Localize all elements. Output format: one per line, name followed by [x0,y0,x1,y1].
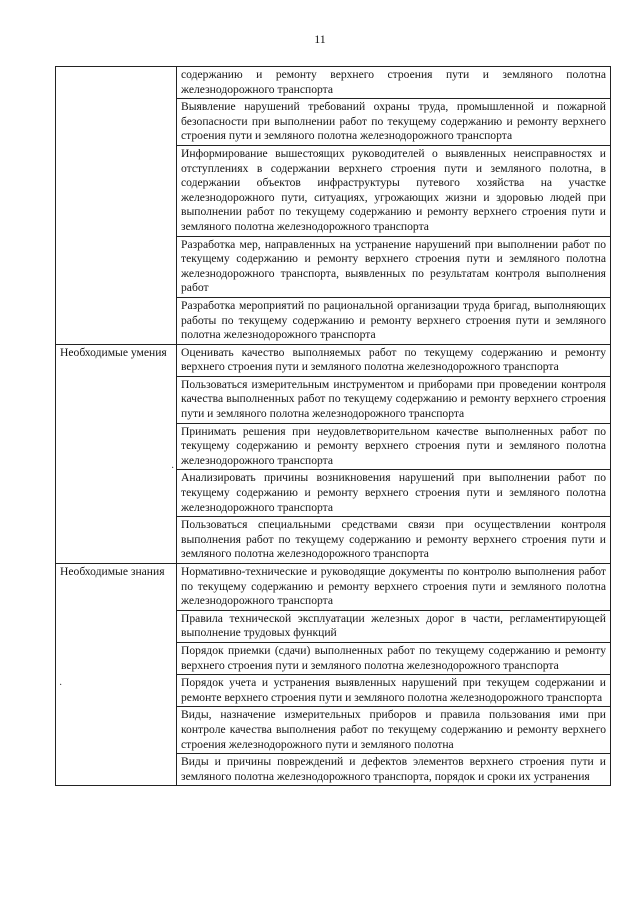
table-cell: Нормативно-технические и руководящие документы по контролю выполнения работ по текущему содержанию и ремонту верхнего строения пути и земляного полотна железнодорожного транспорта [177,564,611,611]
table-row [56,564,611,611]
section-label-cell [56,67,177,345]
table-cell: Виды, назначение измерительных приборов и правила пользования ими при контроле качества выполнения работ по текущему содержанию и ремонту верхнего строения железнодорожного пути и земляного полотна [177,707,611,754]
table-cell: Пользоваться специальными средствами связи при осуществлении контроля выполнения работ по текущему содержанию и ремонту верхнего строения пути и земляного полотна железнодорожного транспорта [177,517,611,564]
table-cell: Принимать решения при неудовлетворительном качестве выполненных работ по текущему содержанию и ремонту верхнего строения пути и земляного полотна железнодорожного транспорта [177,423,611,470]
table-cell: Выявление нарушений требований охраны труда, промышленной и пожарной безопасности при выполнении работ по текущему содержанию и ремонту верхнего строения пути и земляного полотна железнодорожного транспорта [177,99,611,146]
section-label-skills: Необходимые умения [60,345,167,359]
section-label-knowledge: Необходимые знания [60,565,165,578]
table-cell: Разработка мероприятий по рациональной организации труда бригад, выполняющих работы по текущему содержанию и ремонту верхнего строения пути и земляного полотна железнодорожного транспорта [177,297,611,344]
competency-table [55,66,611,786]
page-number: 11 [314,32,326,46]
table-row [56,344,611,376]
table-cell: Виды и причины повреждений и дефектов элементов верхнего строения пути и земляного полотна железнодорожного транспорта, порядок и сроки их устранения [177,754,611,786]
table-cell: Анализировать причины возникновения нарушений при выполнении работ по текущему содержанию и ремонту верхнего строения пути и земляного полотна железнодорожного транспорта [177,470,611,517]
table-cell: Порядок учета и устранения выявленных нарушений при текущем содержании и ремонте верхнего строения пути и земляного полотна железнодорожного транспорта [177,675,611,707]
scan-speck: · [59,680,63,691]
table-cell: Правила технической эксплуатации железных дорог в части, регламентирующей выполнение трудовых функций [177,610,611,642]
section-label-cell [56,564,177,786]
table-cell: Пользоваться измерительным инструментом и приборами при проведении контроля качества выполненных работ по текущему содержанию и ремонту верхнего строения пути и земляного полотна железнодорожного транспорта [177,376,611,423]
scan-speck: · [171,463,175,474]
section-label-cell [56,344,177,563]
table-cell: Оценивать качество выполняемых работ по текущему содержанию и ремонту верхнего строения пути и земляного полотна железнодорожного транспорта [177,344,611,376]
table-cell: Разработка мер, направленных на устранение нарушений при выполнении работ по текущему содержанию и ремонту верхнего строения пути и земляного полотна железнодорожного транспорта, выявленных по результатам контроля выполнения работ [177,236,611,297]
table-cell: Информирование вышестоящих руководителей о выявленных неисправностях и отступлениях в содержании верхнего строения пути и земляного полотна, в содержании объектов инфраструктуры путевого хозяйства на участке железнодорожного пути, ситуациях, угрожающих жизни и здоровью людей при выполнении работ по текущему содержанию и ремонту верхнего строения пути и земляного полотна железнодорожного транспорта [177,145,611,236]
table-cell: Порядок приемки (сдачи) выполненных работ по текущему содержанию и ремонту верхнего строения пути и земляного полотна железнодорожного транспорта [177,642,611,674]
table-cell: содержанию и ремонту верхнего строения пути и земляного полотна железнодорожного транспорта [177,67,611,99]
table-row [56,67,611,99]
